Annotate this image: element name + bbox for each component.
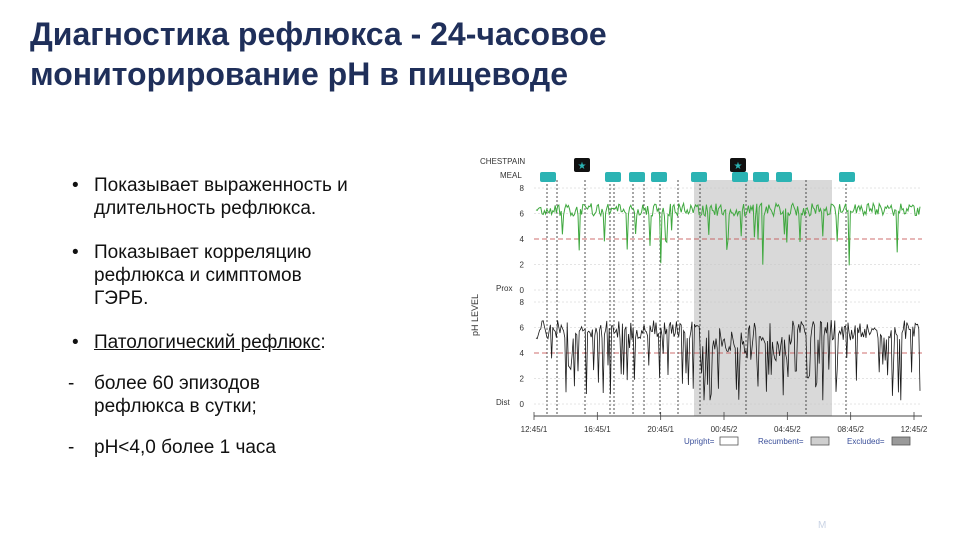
dist-y-tick-label: 8 [519, 298, 524, 307]
underlined-term: Патологический рефлюкс [94, 332, 321, 353]
dash-item-ph-duration [68, 436, 462, 459]
x-tick-label: 04:45/2 [773, 425, 801, 434]
bullet-item-pathological [72, 331, 462, 354]
bullet-list [68, 174, 462, 480]
bullet-text: Показывает выраженность и [94, 175, 348, 196]
chestpain-label: CHESTPAIN [480, 157, 526, 166]
legend-upright-label: Upright= [684, 437, 715, 446]
star-icon: ★ [733, 161, 743, 172]
y-tick-labels [520, 184, 525, 409]
bullet-text: длительность рефлюкса. [94, 198, 317, 219]
dash-text: рефлюкса в сутки; [94, 396, 257, 417]
meal-marker [629, 172, 645, 182]
meal-marker [540, 172, 556, 182]
legend-recumbent-label: Recumbent= [758, 437, 804, 446]
dist-y-tick-label: 6 [519, 323, 524, 333]
ph-monitoring-chart [462, 150, 932, 460]
dist-y-tick-label: 4 [519, 349, 524, 358]
prox-label: Prox [496, 284, 513, 293]
dash-text: более 60 эпизодов [94, 373, 260, 394]
x-tick-label: 20:45/1 [647, 425, 675, 434]
meal-marker [691, 172, 707, 182]
dist-y-tick-label: 2 [519, 374, 524, 384]
dist-y-tick-label: 0 [519, 400, 524, 409]
star-icon: ★ [577, 161, 587, 172]
bullet-text: ГЭРБ. [94, 288, 149, 309]
recumbent-period-region [694, 180, 832, 416]
meal-marker [732, 172, 748, 182]
prox-y-tick-label: 6 [519, 209, 524, 219]
bullet-marker: • [72, 332, 79, 353]
event-markers [540, 158, 855, 182]
bullet-marker: • [72, 175, 79, 196]
dash-text: рН<4,0 более 1 часа [94, 437, 276, 458]
dash-marker: - [68, 437, 75, 458]
x-tick-label: 08:45/2 [837, 425, 865, 434]
title-line-2: мониторирование рН в пищеводе [30, 56, 569, 92]
dist-label: Dist [496, 398, 510, 407]
ph-level-axis-label: pH LEVEL [470, 293, 480, 336]
bullet-text: Показывает корреляцию [94, 242, 312, 263]
ph-chart-svg [462, 150, 932, 460]
title-line-1: Диагностика рефлюкса - 24-часовое [30, 16, 607, 52]
x-tick-label: 16:45/1 [583, 425, 611, 434]
x-tick-labels [521, 412, 928, 434]
legend-excluded-swatch [892, 437, 910, 445]
legend-excluded-label: Excluded= [847, 437, 885, 446]
x-tick-label: 12:45/2 [900, 425, 928, 434]
dash-item-episodes [68, 372, 462, 418]
bullet-marker: • [72, 242, 79, 263]
meal-marker [776, 172, 792, 182]
x-tick-label: 12:45/1 [520, 425, 548, 434]
bullet-suffix: : [320, 332, 326, 353]
prox-y-tick-label: 8 [519, 184, 524, 193]
dash-marker: - [68, 373, 75, 394]
meal-marker [605, 172, 621, 182]
bullet-text: рефлюкса и симптомов [94, 265, 302, 286]
slide-page-number: M [818, 520, 827, 531]
legend-recumbent-swatch [811, 437, 829, 445]
bullet-item-severity [72, 174, 462, 220]
prox-y-tick-label: 2 [519, 260, 524, 270]
meal-marker [753, 172, 769, 182]
prox-y-tick-label: 0 [519, 286, 524, 295]
bullet-item-correlation [72, 241, 462, 310]
prox-y-tick-label: 4 [519, 235, 524, 244]
bullet-text [94, 331, 462, 354]
x-tick-label: 00:45/2 [710, 425, 738, 434]
legend-upright-swatch [720, 437, 738, 445]
meal-marker [651, 172, 667, 182]
slide-title [30, 14, 930, 94]
meal-marker [839, 172, 855, 182]
meal-label: MEAL [500, 171, 522, 180]
